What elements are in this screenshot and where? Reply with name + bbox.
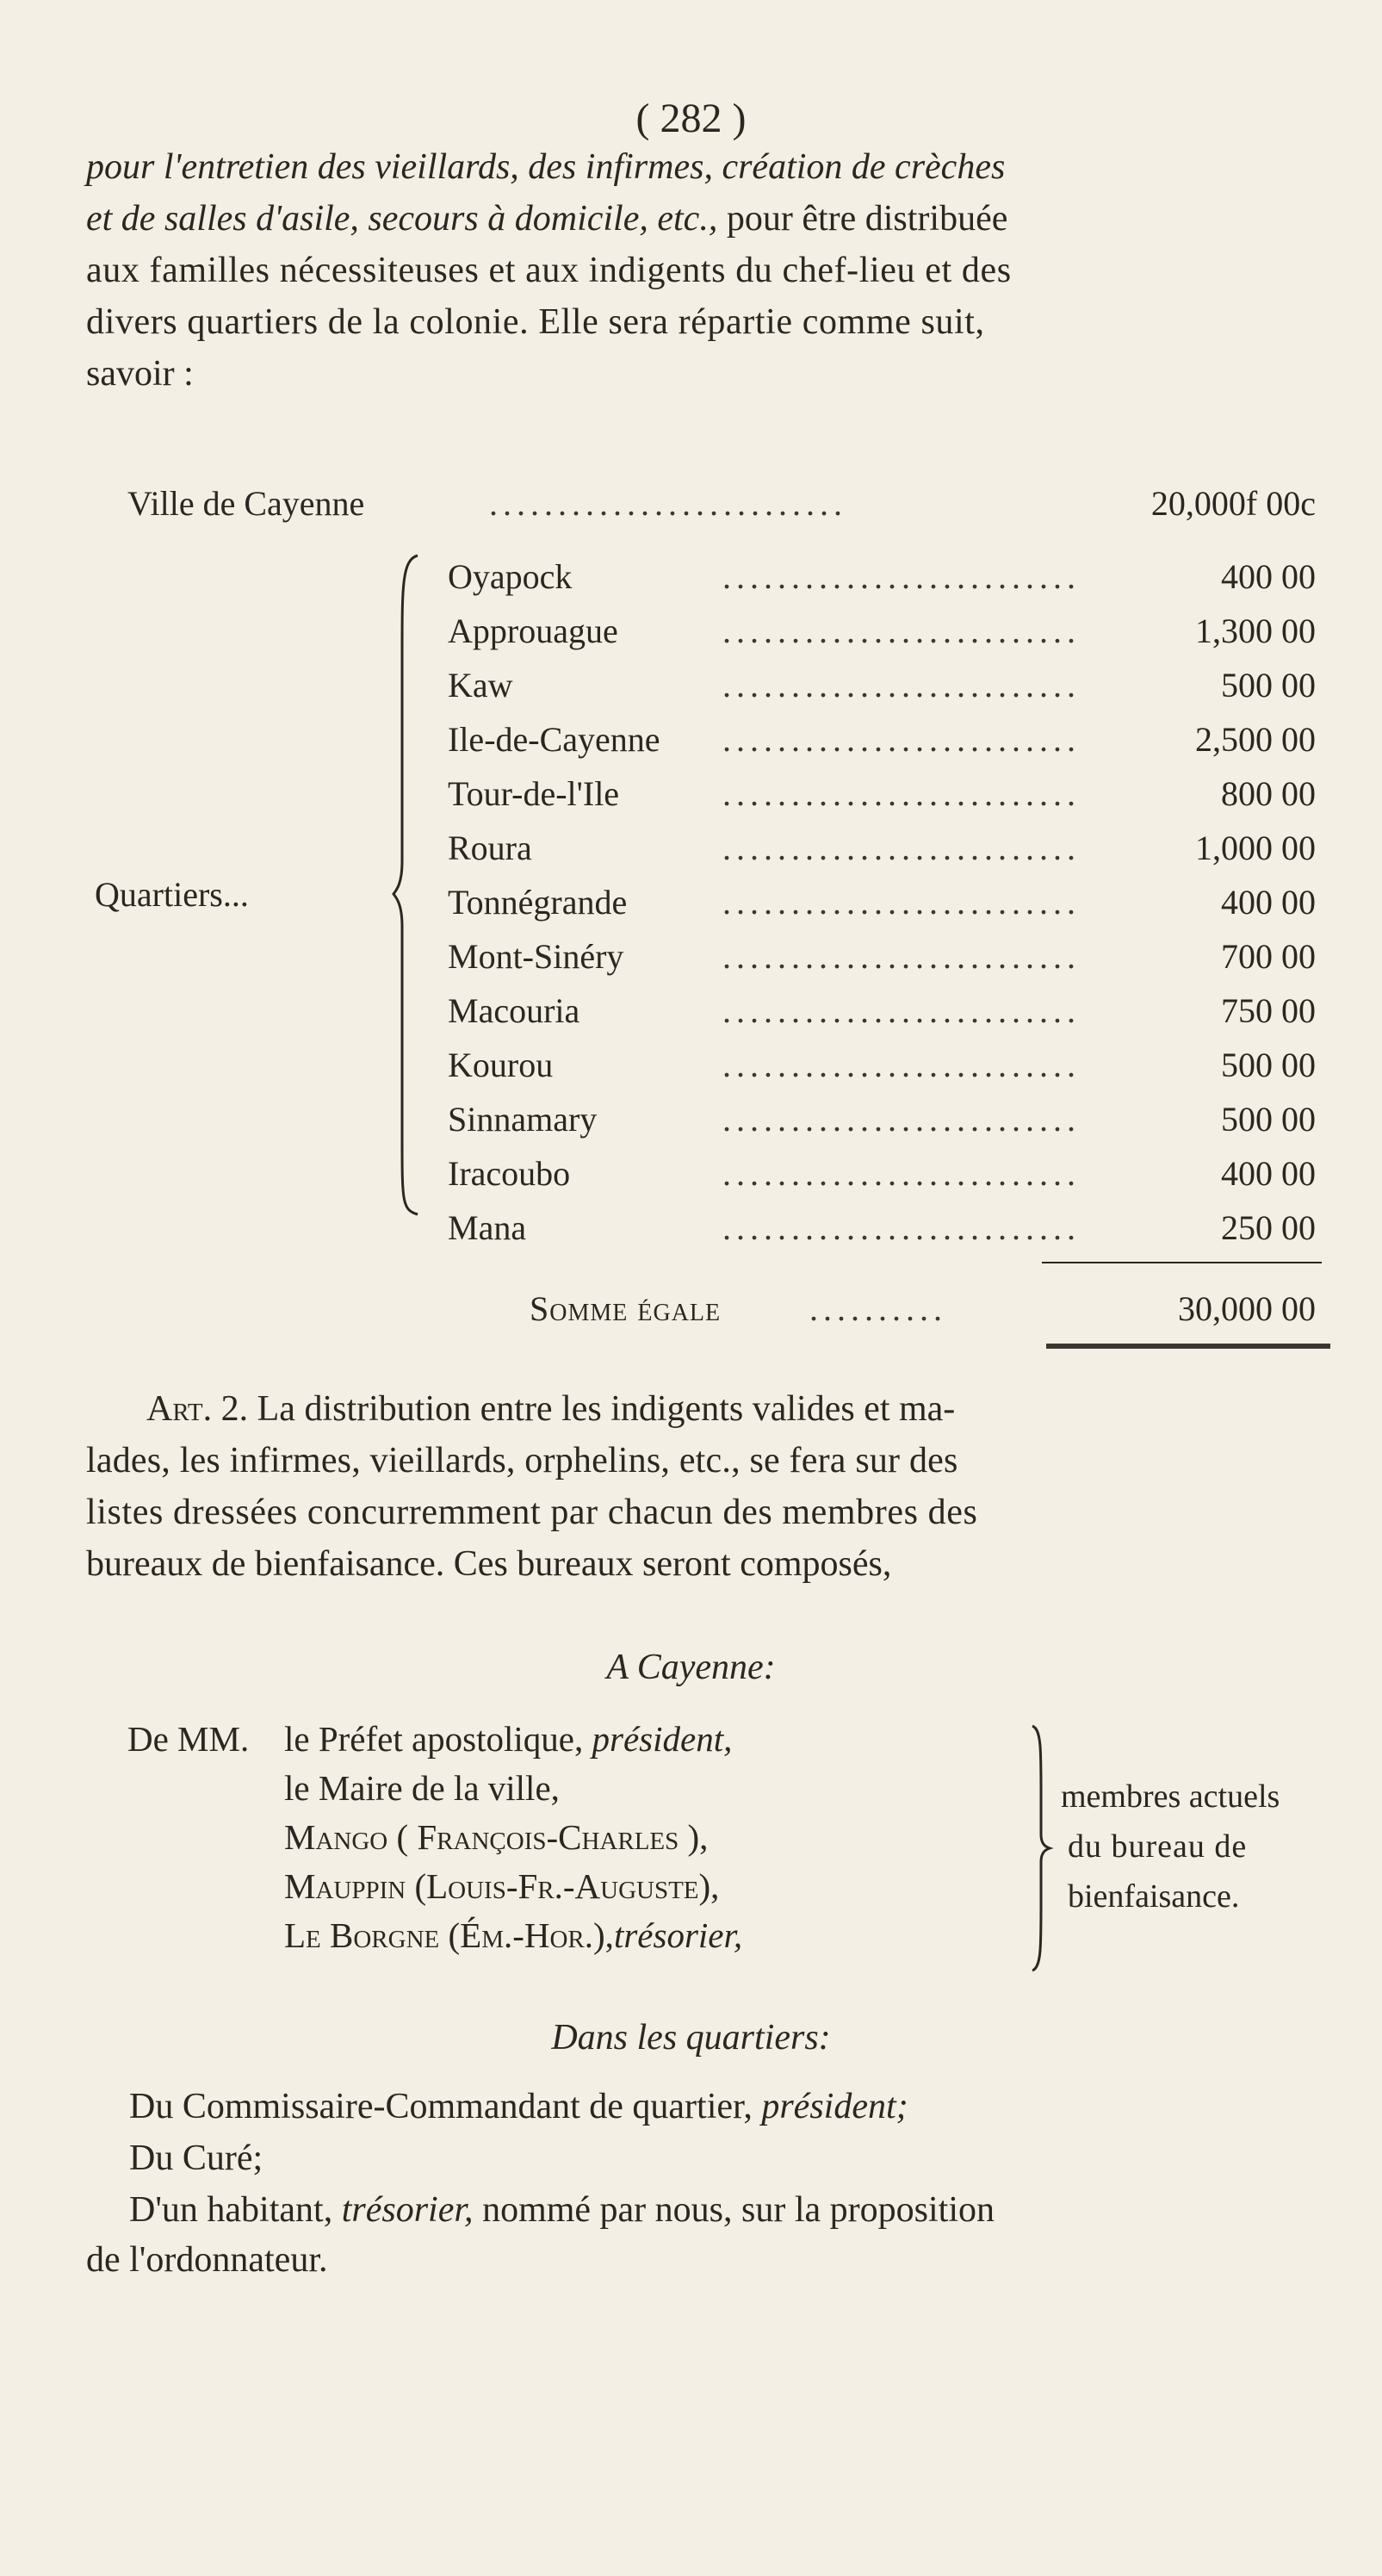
- quartier-amount: 400 00: [1221, 883, 1316, 922]
- quartier-name: Kourou: [448, 1046, 554, 1084]
- member-text: Mango ( François-Charles ),: [284, 1817, 709, 1857]
- page-number: ( 282 ): [635, 96, 747, 141]
- a-cayenne-heading: A Cayenne:: [606, 1648, 776, 1687]
- leader-dots: ..........................: [722, 829, 1081, 867]
- intro-line-3: aux familles nécessiteuses et aux indigents du chef-lieu et des: [86, 251, 1012, 290]
- article-line-1-text: La distribution entre les indigents valides et ma-: [248, 1389, 956, 1429]
- article-lead: Art. 2.: [146, 1389, 249, 1429]
- intro-line-2-rest: pour être distribuée: [717, 199, 1008, 239]
- quartier-amount: 2,500 00: [1195, 720, 1316, 759]
- quartier-name: Tonnégrande: [448, 883, 628, 922]
- closing-line-1-italic: président;: [761, 2087, 908, 2126]
- quartier-name: Approuague: [448, 611, 618, 650]
- leader-dots: ..........................: [722, 611, 1081, 650]
- members-prefix: De MM.: [127, 1719, 250, 1759]
- closing-line-4: de l'ordonnateur.: [86, 2240, 328, 2280]
- closing-line-3-italic: trésorier,: [341, 2190, 474, 2230]
- intro-line-1-text: pour l'entretien des vieillards, des infirmes, création de crèches: [86, 147, 1006, 187]
- closing-line-1: [129, 2086, 908, 2127]
- quartier-row: [448, 556, 1316, 599]
- intro-line-5: savoir :: [86, 354, 194, 394]
- closing-line-2: Du Curé;: [129, 2138, 263, 2178]
- quartier-amount: 500 00: [1221, 666, 1316, 705]
- leader-dots: ..........................: [722, 1100, 1081, 1139]
- quartier-row: [448, 773, 1316, 816]
- intro-line-2: [86, 198, 1007, 239]
- quartier-row: [448, 990, 1316, 1033]
- leader-dots: ..........................: [722, 1046, 1081, 1084]
- member-text: Mauppin (Louis-Fr.-Auguste),: [284, 1866, 720, 1906]
- intro-line-2-italic: et de salles d'asile, secours à domicile, etc.,: [86, 199, 718, 239]
- leader-dots: ..........................: [722, 937, 1081, 976]
- closing-line-3: [129, 2189, 995, 2231]
- leader-dots: ..........................: [722, 666, 1081, 705]
- quartier-amount: 500 00: [1221, 1046, 1316, 1084]
- quartier-amount: 500 00: [1221, 1100, 1316, 1139]
- ville-amount: 20,000f 00c: [1150, 484, 1316, 523]
- leader-dots: ..........................: [722, 991, 1081, 1030]
- members-right-2: du bureau de: [1068, 1828, 1248, 1865]
- quartier-name: Iracoubo: [448, 1154, 571, 1193]
- quartier-amount: 700 00: [1221, 937, 1316, 976]
- total-amount: 30,000 00: [1178, 1289, 1316, 1328]
- member-text: le Maire de la ville,: [284, 1768, 560, 1808]
- member-line: [284, 1767, 560, 1809]
- article-line-4: bureaux de bienfaisance. Ces bureaux seront composés,: [86, 1544, 892, 1584]
- quartier-row: [448, 664, 1316, 707]
- quartier-row: [448, 610, 1316, 653]
- quartier-name: Tour-de-l'Ile: [448, 774, 620, 813]
- total-row: [530, 1288, 1316, 1331]
- member-line: [284, 1816, 708, 1858]
- article-line-2: lades, les infirmes, vieillards, orphelins, etc., se fera sur des: [86, 1441, 958, 1480]
- ville-dots: ..........................: [489, 484, 847, 523]
- quartier-amount: 800 00: [1221, 774, 1316, 813]
- section-rule: [1046, 1344, 1330, 1349]
- member-line: [284, 1718, 732, 1760]
- quartier-row: [448, 827, 1316, 870]
- quartiers-brace: [392, 551, 426, 1219]
- intro-line-1: [86, 146, 1005, 188]
- quartier-name: Ile-de-Cayenne: [448, 720, 660, 759]
- quartier-row: [448, 718, 1316, 761]
- quartier-amount: 400 00: [1221, 557, 1316, 596]
- leader-dots: ..........................: [722, 774, 1081, 813]
- dans-quartiers-heading: Dans les quartiers:: [551, 2018, 831, 2058]
- quartier-name: Oyapock: [448, 557, 573, 596]
- quartier-amount: 1,300 00: [1195, 611, 1316, 650]
- quartier-row: [448, 881, 1316, 924]
- ville-row: [127, 482, 1316, 525]
- total-dots: ..........: [809, 1289, 947, 1328]
- quartier-name: Mont-Sinéry: [448, 937, 624, 976]
- closing-line-3-b: nommé par nous, sur la proposition: [473, 2190, 995, 2230]
- quartier-amount: 400 00: [1221, 1154, 1316, 1193]
- member-text: le Préfet apostolique,: [284, 1719, 592, 1759]
- intro-line-4: divers quartiers de la colonie. Elle sera répartie comme suit,: [86, 302, 985, 342]
- quartier-name: Mana: [448, 1208, 527, 1247]
- quartier-name: Macouria: [448, 991, 580, 1030]
- quartier-row: [448, 1152, 1316, 1195]
- quartier-row: [448, 1098, 1316, 1141]
- leader-dots: ..........................: [722, 1208, 1081, 1247]
- leader-dots: ..........................: [722, 557, 1081, 596]
- quartier-amount: 1,000 00: [1195, 829, 1316, 867]
- leader-dots: ..........................: [722, 720, 1081, 759]
- leader-dots: ..........................: [722, 883, 1081, 922]
- article-line-3: listes dressées concurremment par chacun des membres des: [86, 1493, 978, 1532]
- article-line-1: [146, 1388, 955, 1430]
- total-rule: [1042, 1262, 1322, 1263]
- quartier-name: Kaw: [448, 666, 513, 705]
- members-brace: [1029, 1723, 1055, 1974]
- closing-line-1-text: Du Commissaire-Commandant de quartier,: [129, 2087, 762, 2126]
- members-right-3: bienfaisance.: [1068, 1878, 1240, 1915]
- member-line: [284, 1865, 719, 1907]
- members-right-1: membres actuels: [1061, 1778, 1280, 1815]
- member-text: Le Borgne (Ém.-Hor.),: [284, 1915, 614, 1955]
- total-label: Somme égale: [530, 1289, 722, 1328]
- ville-label: Ville de Cayenne: [127, 484, 365, 523]
- quartier-row: [448, 935, 1316, 978]
- quartier-amount: 250 00: [1221, 1208, 1316, 1247]
- quartier-name: Sinnamary: [448, 1100, 598, 1139]
- quartier-name: Roura: [448, 829, 532, 867]
- member-line: [284, 1915, 742, 1956]
- quartiers-label: Quartiers...: [95, 875, 249, 914]
- leader-dots: ..........................: [722, 1154, 1081, 1193]
- member-role: président,: [592, 1719, 733, 1759]
- closing-line-3-a: D'un habitant,: [129, 2190, 342, 2230]
- quartier-amount: 750 00: [1221, 991, 1316, 1030]
- quartier-row: [448, 1207, 1316, 1250]
- member-role: trésorier,: [613, 1915, 743, 1955]
- quartier-row: [448, 1044, 1316, 1087]
